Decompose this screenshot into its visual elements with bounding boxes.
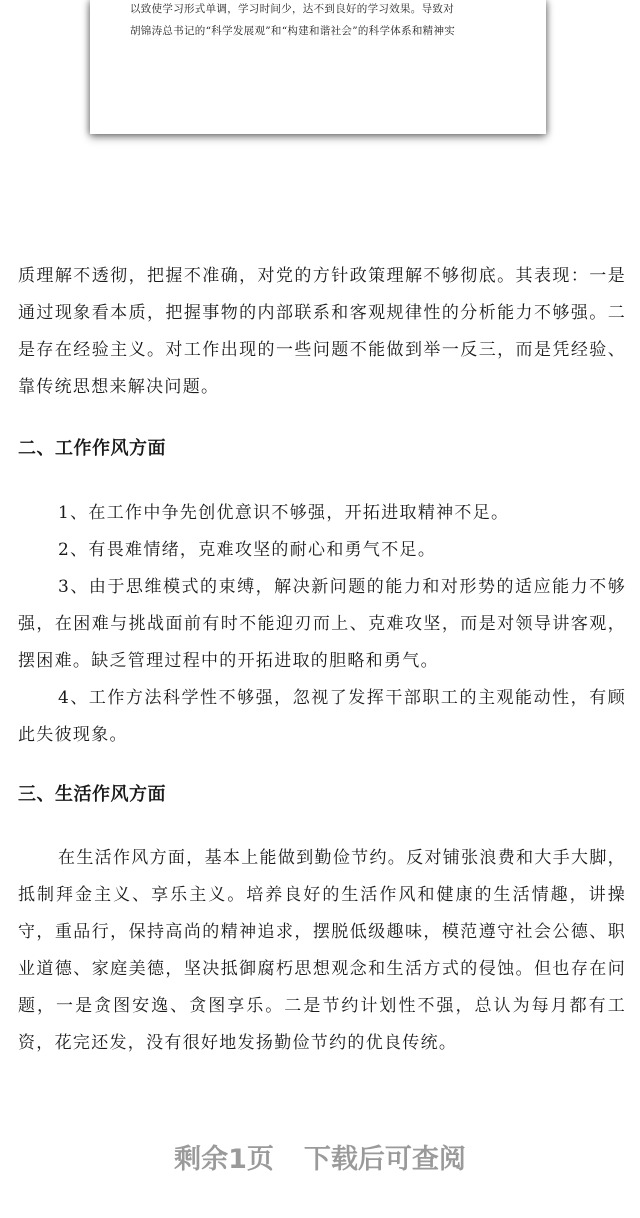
list-item: 4、工作方法科学性不够强，忽视了发挥干部职工的主观能动性，有顾此失彼现象。 [18,688,626,745]
download-prompt[interactable] [0,1128,640,1184]
section-heading-work-style: 二、工作作风方面 [18,438,166,459]
paragraph-life-style: 在生活作风方面，基本上能做到勤俭节约。反对铺张浪费和大手大脚，抵制拜金主义、享乐主义。培养良好的生活作风和健康的生活情趣，讲操守，重品行，保持高尚的精神追求，摆脱低级趣味，模范遵守社会公德、职业道德、家庭美德，坚决抵御腐朽思想观念和生活方式的侵蚀。但也存在问题，一是贪图安逸、贪图享乐。二是节约计划性不强，总认为每月都有工资，花完还发，没有很好地发扬勤俭节约的优良传统。 [18,848,626,1053]
list-item: 1、在工作中争先创优意识不够强，开拓进取精神不足。 [58,503,510,523]
document-preview-card [90,0,546,134]
preview-line: 以致使学习形式单调，学习时间少，达不到良好的学习效果。导致对 [130,3,454,15]
section-heading-life-style: 三、生活作风方面 [18,784,166,805]
preview-line: 胡锦涛总书记的“科学发展观”和“构建和谐社会”的科学体系和精神实 [130,25,456,37]
paragraph-continuation: 质理解不透彻，把握不准确，对党的方针政策理解不够彻底。其表现：一是通过现象看本质，把握事物的内部联系和客观规律性的分析能力不够强。二是存在经验主义。对工作出现的一些问题不能做到举一反三，而是凭经验、靠传统思想来解决问题。 [18,266,626,397]
list-item: 2、有畏难情绪，克难攻坚的耐心和勇气不足。 [58,540,437,560]
remaining-pages-text[interactable]: 剩余1页 [174,1143,274,1175]
list-item: 3、由于思维模式的束缚，解决新问题的能力和对形势的适应能力不够强，在困难与挑战面前有时不能迎刃而上、克难攻坚，而是对领导讲客观，摆困难。缺乏管理过程中的开拓进取的胆略和勇气。 [18,577,626,671]
download-to-view-text[interactable]: 下载后可查阅 [303,1143,466,1175]
